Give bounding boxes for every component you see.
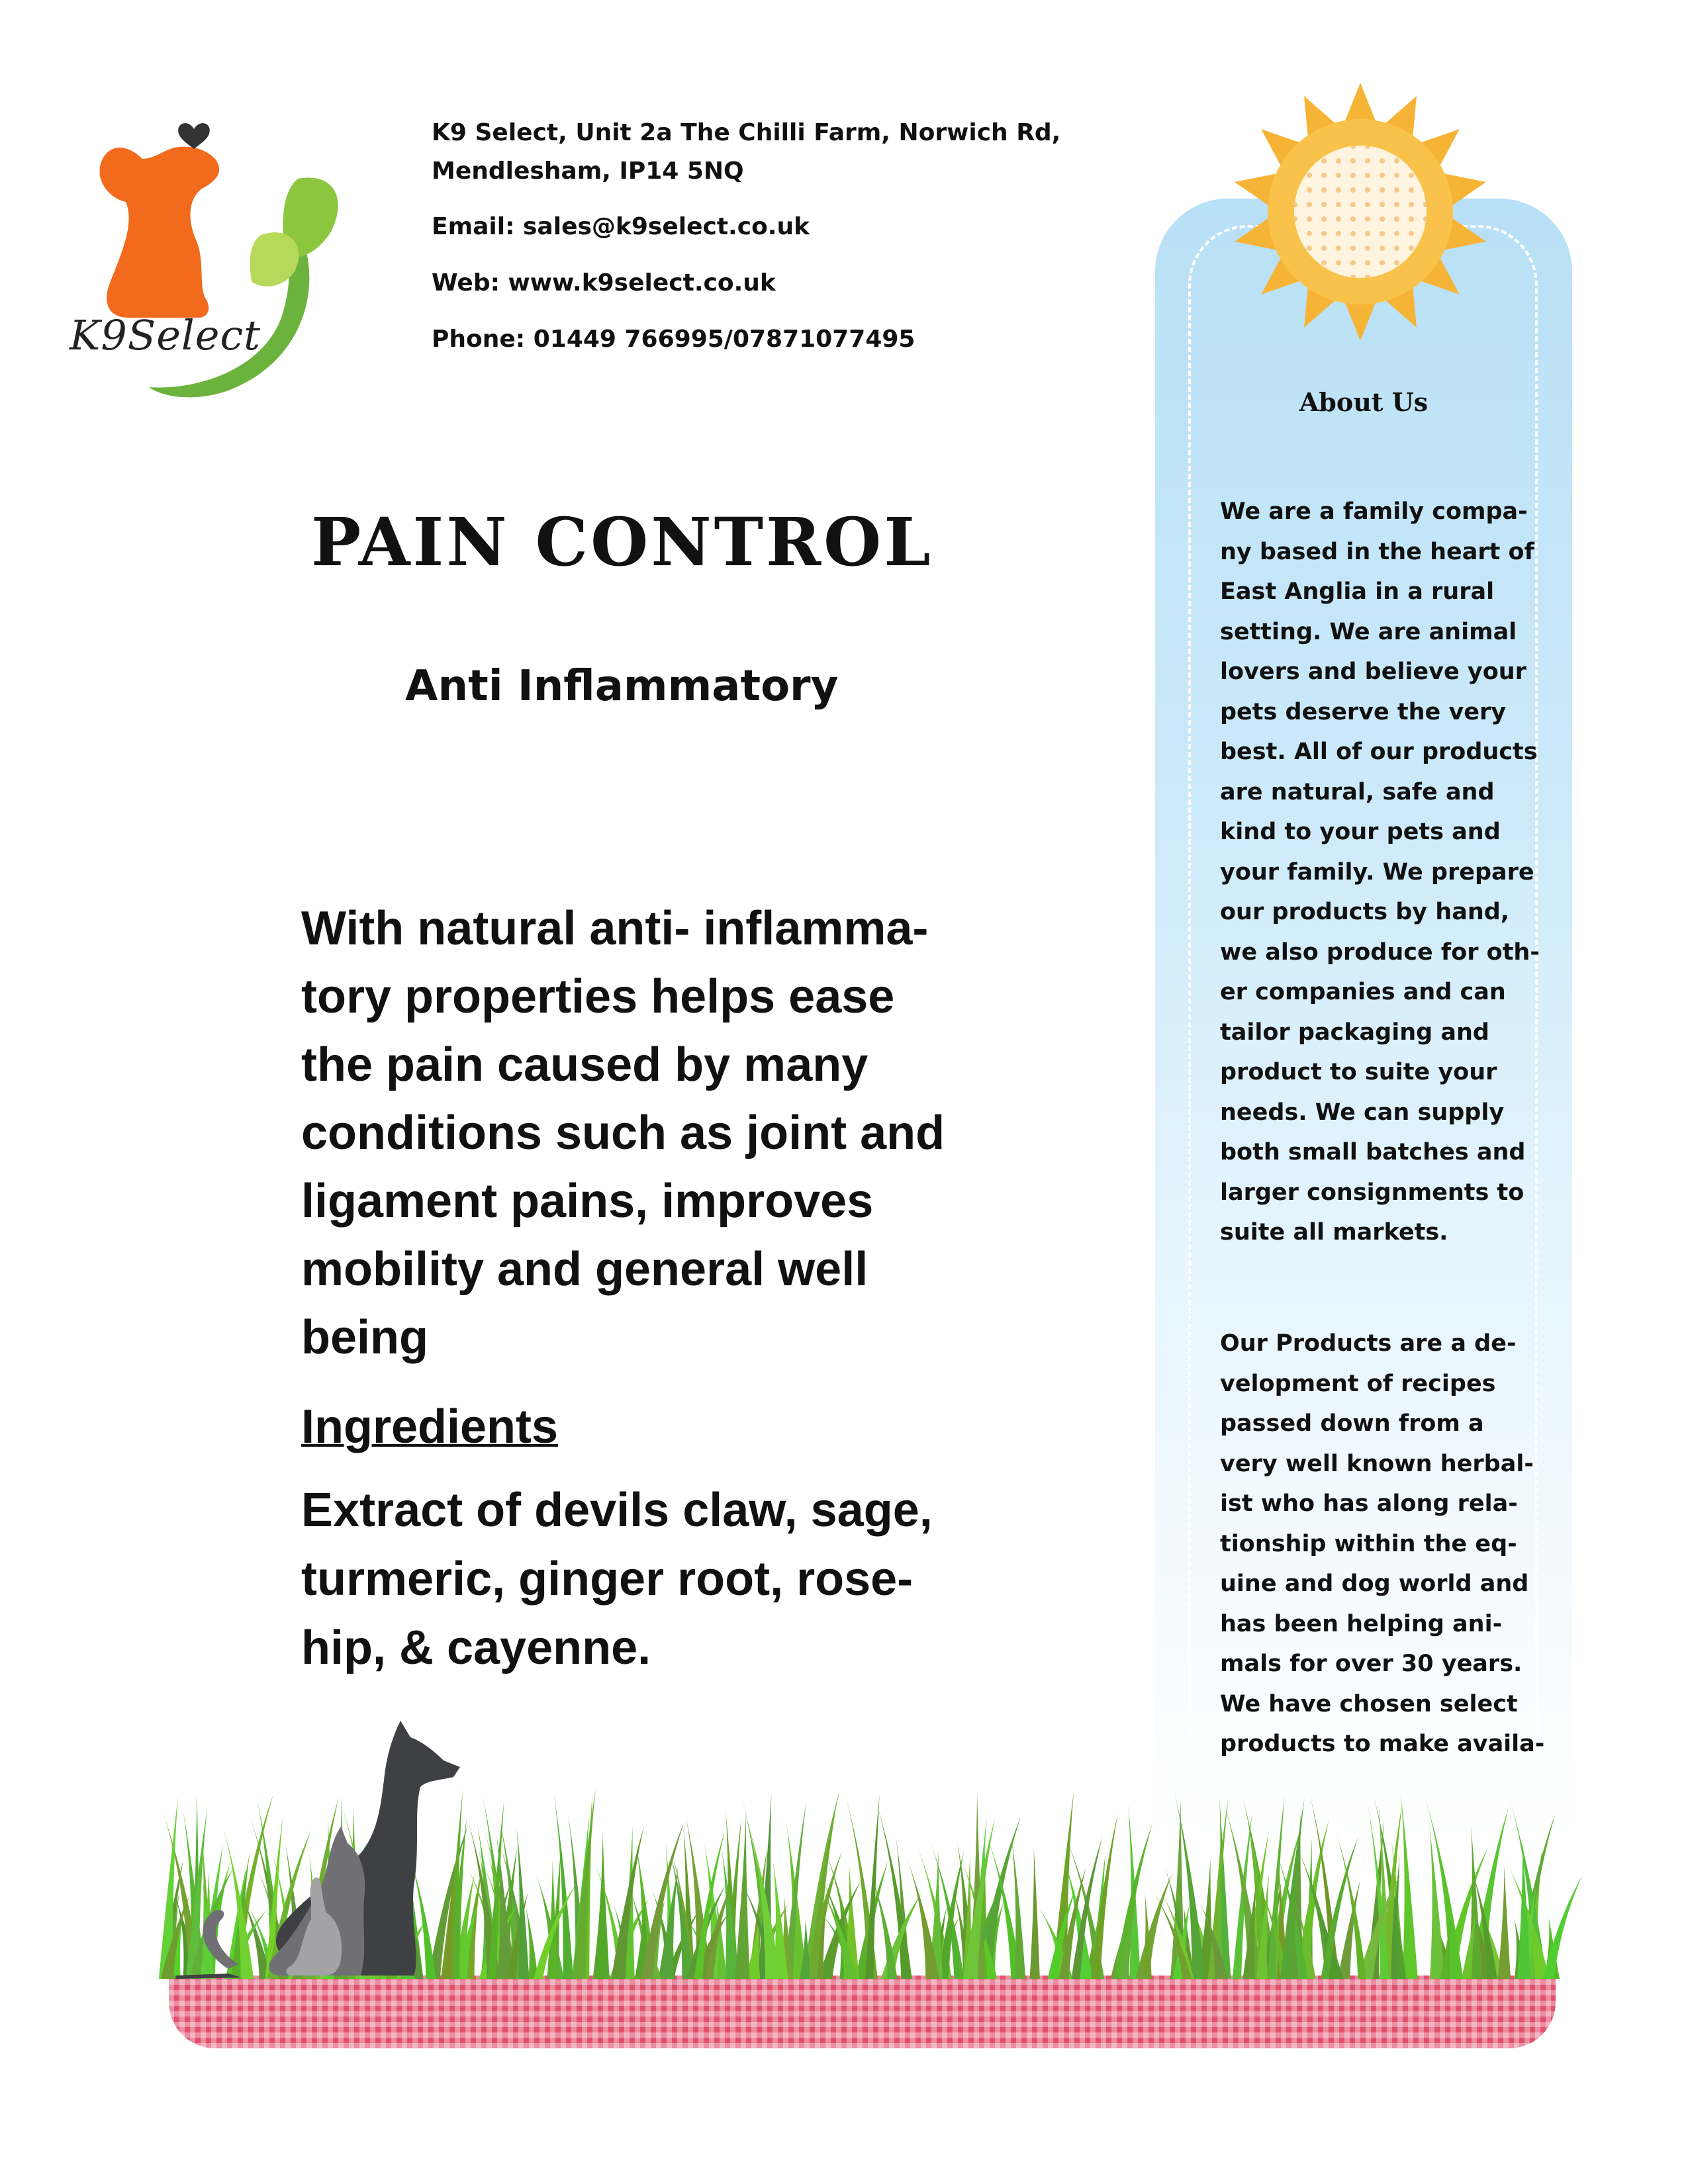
- about-title: About Us: [1299, 387, 1429, 417]
- about-line: passed down from a: [1220, 1410, 1484, 1437]
- product-description: [301, 895, 1003, 1372]
- grass-blade: [594, 1833, 610, 1979]
- ingredients-list: [301, 1476, 1003, 1682]
- grass-blade: [1497, 1866, 1511, 1979]
- k9select-logo-icon: [63, 119, 348, 410]
- page-subtitle: Anti Inflammatory: [405, 662, 839, 711]
- grass-blade: [735, 1813, 750, 1979]
- description-line: mobility and general well: [301, 1243, 868, 1296]
- about-line: ist who has along rela-: [1220, 1490, 1518, 1517]
- address-line-2: Mendlesham, IP14 5NQ: [432, 158, 744, 185]
- description-line: With natural anti- inflamma-: [301, 902, 929, 955]
- grass-blade: [865, 1794, 880, 1979]
- about-line: suite all markets.: [1220, 1219, 1448, 1246]
- ingredients-line: Extract of devils claw, sage,: [301, 1484, 933, 1537]
- about-line: very well known herbal-: [1220, 1450, 1534, 1477]
- description-line: ligament pains, improves: [301, 1175, 874, 1228]
- about-line: East Anglia in a rural: [1220, 578, 1495, 605]
- about-line: both small batches and: [1220, 1139, 1526, 1165]
- page-title: PAIN CONTROL: [311, 503, 933, 581]
- about-line: mals for over 30 years.: [1220, 1651, 1523, 1677]
- about-line: has been helping ani-: [1220, 1610, 1503, 1637]
- about-line: er companies and can: [1220, 979, 1506, 1005]
- about-line: Our Products are a de-: [1220, 1330, 1517, 1357]
- about-line: setting. We are animal: [1220, 618, 1517, 645]
- address-line-1: K9 Select, Unit 2a The Chilli Farm, Norwich Rd,: [432, 119, 1061, 146]
- about-line: uine and dog world and: [1220, 1570, 1529, 1597]
- phone-text: Phone: 01449 766995/07871077495: [432, 326, 915, 353]
- about-line: pets deserve the very: [1220, 698, 1507, 725]
- about-line: ny based in the heart of: [1220, 538, 1534, 565]
- about-line: We are a family compa-: [1220, 498, 1528, 525]
- about-paragraph-1: [1220, 492, 1540, 1253]
- web-link[interactable]: Web: www.k9select.co.uk: [432, 269, 776, 296]
- description-line: being: [301, 1311, 428, 1364]
- about-line: tailor packaging and: [1220, 1019, 1489, 1046]
- ingredients-heading: Ingredients: [301, 1400, 559, 1453]
- description-line: the pain caused by many: [301, 1038, 868, 1091]
- about-line: are natural, safe and: [1220, 778, 1495, 805]
- description-line: conditions such as joint and: [301, 1107, 945, 1160]
- grass-blade: [1401, 1794, 1418, 1979]
- gingham-ground-strip: [169, 1976, 1556, 2048]
- grass-blade: [1543, 1875, 1583, 1979]
- grass-blade: [1135, 1873, 1172, 1979]
- grass-blade: [1091, 1815, 1117, 1979]
- about-paragraph-2: [1220, 1324, 1545, 1764]
- ingredients-line: turmeric, ginger root, rose-: [301, 1553, 914, 1606]
- about-line: larger consignments to: [1220, 1179, 1524, 1206]
- about-line: needs. We can supply: [1220, 1099, 1505, 1126]
- about-line: velopment of recipes: [1220, 1370, 1496, 1397]
- ingredients-line: hip, & cayenne.: [301, 1621, 651, 1674]
- about-line: product to suite your: [1220, 1059, 1497, 1085]
- pets-silhouette-icon: [149, 1714, 493, 1979]
- about-line: your family. We prepare: [1220, 858, 1534, 886]
- about-line: our products by hand,: [1220, 899, 1510, 925]
- about-line: we also produce for oth-: [1220, 938, 1540, 966]
- about-line: products to make availa-: [1220, 1731, 1545, 1757]
- sun-icon: [1228, 79, 1493, 344]
- about-line: lovers and believe your: [1220, 659, 1526, 685]
- about-line: We have chosen select: [1220, 1690, 1518, 1717]
- logo-brand-text: K9Select: [70, 311, 261, 359]
- about-line: best. All of our products: [1220, 739, 1538, 765]
- grass-blade: [1030, 1847, 1040, 1979]
- about-line: kind to your pets and: [1220, 819, 1501, 845]
- description-line: tory properties helps ease: [301, 970, 895, 1023]
- email-text[interactable]: Email: sales@k9select.co.uk: [432, 213, 810, 240]
- about-line: tionship within the eq-: [1220, 1530, 1517, 1557]
